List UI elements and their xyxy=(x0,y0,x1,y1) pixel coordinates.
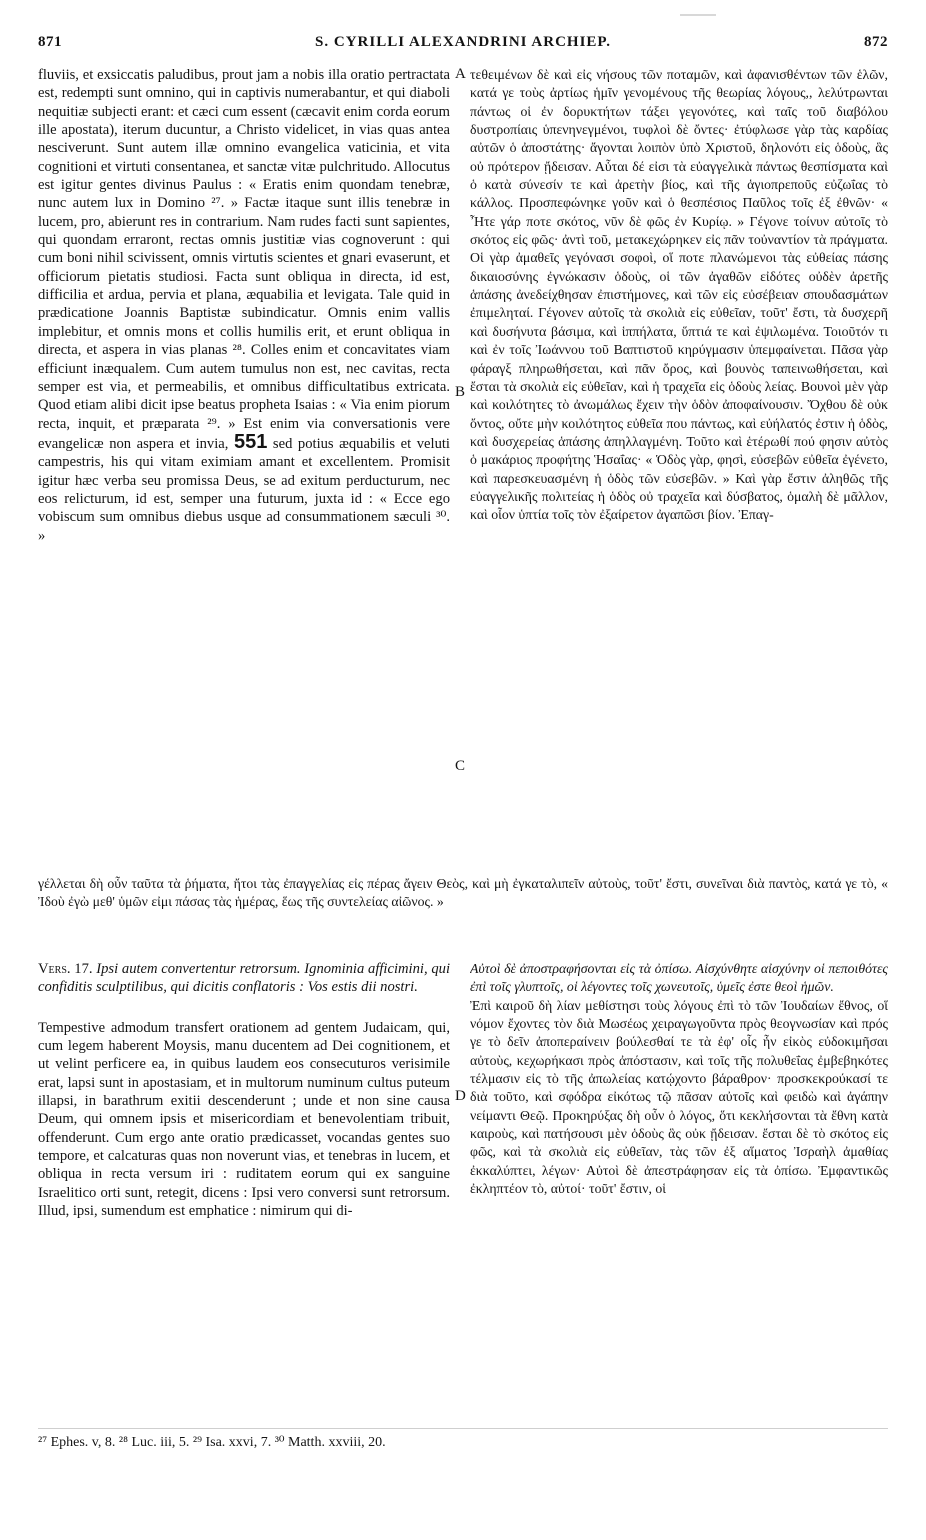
latin-paragraph xyxy=(38,66,450,545)
margin-letter-a: A xyxy=(455,66,466,82)
margin-letter-b: B xyxy=(455,384,466,400)
page-marker: 551 xyxy=(233,430,268,453)
margin-letter-c: C xyxy=(455,758,466,774)
verse-label: Vers. 17. xyxy=(38,961,93,977)
verse-heading-latin xyxy=(38,960,450,997)
greek-column-bottom xyxy=(470,960,888,1420)
greek-full-width-line: γέλλεται δὴ οὖν ταῦτα τὰ ῥήματα, ἤτοι τὰς ἐπαγγελίας εἰς πέρας ἄγειν Θεὸς, καὶ μὴ ἐγκαταλιπεῖν αὐτοὺς, τοῦτ' ἔστι, συνεῖναι διὰ παντὸς, κατά γε τὸ, « Ἰδοὺ ἐγὼ μεθ' ὑμῶν εἰμι πάσας τὰς ἡμέρας, ἕως τῆς συντελείας αἰῶνος. » xyxy=(38,876,888,910)
scan-mark xyxy=(680,14,716,16)
footnote-rule xyxy=(38,1428,888,1429)
latin-column-top xyxy=(38,66,450,872)
latin-column-bottom xyxy=(38,960,450,1420)
running-title: S. CYRILLI ALEXANDRINI ARCHIEP. xyxy=(315,34,611,50)
verse-text-latin: Ipsi autem convertentur retrorsum. Ignominia afficimini, qui confiditis sculptilibus, qui dicitis conflatoris : Vos estis dii nostri. xyxy=(38,961,450,996)
greek-paragraph-2: Ἐπὶ καιροῦ δὴ λίαν μεθίστησι τοὺς λόγους ἐπὶ τὸ τῶν Ἰουδαίων ἔθνος, οἵ νόμον ἔχοντες τὸν διὰ Μωσέως χειραγωγοῦντα πρὸς θεογνωσίαν καὶ πρός γε τὸ δεῖν ἀποπεραίνειν βούλεσθαί τε τὰ ἐφ' οἷς ἦν εἰκὸς εὐδοκιμῆσαι αὐτοὺς, κεχωρήκασι πρὸς ἀπόστασιν, καὶ τοῖς τῆς πολυθεΐας ἐμβεβηκότες τέλμασιν εἰς τὸ τῆς ἀπωλείας κατῴχοντο βάραθρον· προσκεκρούκασί τε διὰ τοῦτο, καὶ σφόδρα εἰκότως τῷ πᾶσαν αὐτοῖς καὶ φειδὼ καὶ ἀγάπην νείμαντι Θεῷ. Προκηρύξας δὴ οὖν ὁ λόγος, ὅτι κεκλήσονται τὰ ἔθνη κατὰ καιροὺς, καὶ πατήσουσι μὲν ὁδοὺς ἃς οὐκ ᾔδεισαν. ἔσται δὲ τὸ σκότος εἰς φῶς, καὶ τὰ σκολιὰ εἰς εὐθεῖαν, τὰς τῶν ἐξ αἵματος Ἰσραὴλ ἀμαθίας ἐκκαλύπτει, λέγων· Αὐτοὶ δὲ ἀπεστράφησαν εἰς τὰ ὀπίσω. Ἐμφαντικῶς ἐκληπτέον τὸ, αὐτοί· τοῦτ' ἔστιν, οἱ xyxy=(470,997,888,1197)
footnotes: ²⁷ Ephes. v, 8. ²⁸ Luc. iii, 5. ²⁹ Isa. xxvi, 7. ³⁰ Matth. xxviii, 20. xyxy=(38,1435,386,1450)
left-page-number: 871 xyxy=(38,34,62,50)
latin-text: fluviis, et exsiccatis paludibus, prout jam a nobis illa oratio pertractata est, redempti sunt omnino, qui in captivis numerabantur, et qui diaboli nequitiæ subjecti erant: et cæci cum essent (cæcavit enim corda eorum ille apostata), iterum ducuntur, a Christo videlicet, in vias quas antea nesciverunt. Sunt autem illæ omnino evangelica vaticinia, et vita cognitioni et virtuti consentanea, et sanctæ vitæ pulchritudo. Allocutus est igitur gentes divinus Paulus : « Eratis enim quondam tenebræ, nunc autem lux in Domino ²⁷. » Factæ itaque sunt illis tenebræ in lucem, pro, abierunt res in contrarium. Nam rudes facti sunt sapientes, qui quondam erraront, rectas omnis justitiæ vias cognoverunt : qui cum boni nihil scivissent, omnis virtutis scientes et gnari evaserunt, et officiorum pietatis studiosi. Facta sunt obliqua in directa, id est, difficilia et ardua, pervia et plana, æquabilia et levigata. Tale quid in prædicatione Joannis Baptistæ subindicatur. Omnis enim vallis implebitur, et omnis mons et collis humilis erit, et erunt obliqua in directa, et aspera in vias planas ²⁸. Colles enim et concavitates viam efficiunt inæqualem. Cum autem tumulus non est, nec cavitas, recta semper est via, et permeabilis, et omnibus difficultatibus extricata. Quod etiam alibi dicit ipse beatus propheta Isaias : « Via enim piorum recta, inquit, et præparata ²⁹. » Est enim via conversationis vere evangelicæ non aspera et invia, xyxy=(38,67,450,452)
verse-heading-greek: Αὐτοὶ δὲ ἀποστραφήσονται εἰς τὰ ὀπίσω. Αἰσχύνθητε αἰσχύνην οἱ πεποιθότες ἐπὶ τοῖς γλυπτοῖς, οἱ λέγοντες τοῖς χωνευτοῖς, ὑμεῖς ἐστε θεοὶ ἡμῶν. xyxy=(470,961,888,995)
latin-paragraph-2: Tempestive admodum transfert orationem ad gentem Judaicam, qui, cum legem haberent Moysis, manu ducentem ad Dei cognitionem, et ut velint perficere ea, in quibus laudem eos consecuturos verisimile erat, lapsi sunt in apostasiam, et in multorum numinum cultus puteum illapsi, in barathrum exitii descenderunt ; unde et non sine causa Deum, qui omnem ipsis et misericordiam et benevolentiam tribuit, offenderunt. Cum ergo ante oratio prædicasset, vocandas gentes suo tempore, et calcaturas quas non noverunt vias, et tenebras in lucem, et obliqua in recta versum iri : ruditatem eorum qui ex sanguine Israelitico orti sunt, retegit, dicens : Ipsi vero conversi sunt retrorsum. Illud, ipsi, sumendum est emphatice : nimirum qui di- xyxy=(38,1019,450,1220)
margin-letter-d: D xyxy=(455,1088,466,1104)
latin-text-continued: sed potius æquabilis et veluti campestris, his qui vitam eximiam amant et excellentem. Promisit igitur hæc verba seu promissa Deus, se ad exitum perducturum, nec eos relicturum, id est, semper una futurum, juxta id : « Ecce ego vobiscum sum omnibus diebus usque ad consummationem sæculi ³⁰. » xyxy=(38,435,450,544)
right-page-number: 872 xyxy=(864,34,888,50)
greek-column-top xyxy=(470,66,888,872)
greek-paragraph: τεθειμένων δὲ καὶ εἰς νήσους τῶν ποταμῶν, καὶ ἀφανισθέντων τῶν ἑλῶν, κατά γε τοὺς ἀρτίως ἡμῖν γενομένους τῆς θεωρίας λόγους,, λελύτρωνται πάντως οἱ ἐν δορυκτήτων τάξει γεγονότες, καὶ ταῖς τοῦ διαβόλου δυστροπίαις ὑπενηνεγμένοι, τυφλοὶ δὲ ὄντες· ἐτύφλωσε γὰρ τὰς καρδίας αὐτῶν ὁ ἀποστάτης· ἄγονται λοιπὸν ὑπὸ Χριστοῦ, δηλονότι εἰς ὁδοὺς, ἃς οὐ πρότερον ᾔδεισαν. Αὗται δέ εἰσι τὰ εὐαγγελικὰ πάντως θεσπίσματα καὶ ὁ κατὰ σύνεσίν τε καὶ ἀρετὴν βίος, καὶ τῆς ἁγιοπρεποῦς εὐζωΐας τὸ κάλλος. Προσπεφώνηκε γοῦν καὶ ὁ θεσπέσιος Παῦλος τοῖς ἐξ ἐθνῶν· « Ἦτε γάρ ποτε σκότος, νῦν δὲ φῶς ἐν Κυρίῳ. » Γέγονε τοίνυν αὐτοῖς τὸ σκότος εἰς φῶς· ἀντὶ τοῦ, μετακεχώρηκεν εἰς πᾶν τοὐναντίον τὰ πράγματα. Οἱ γὰρ ἀμαθεῖς γεγόνασι σοφοὶ, οἵ ποτε πλανώμενοι τὰς εὐθείας πάσης δικαιοσύνης ἐγνώκασιν ὁδοὺς, οἱ τῶν ἀγαθῶν εἰδότες οὐδὲν ἀρετῆς ἁπάσης ἀνεδείχθησαν ἐπιστήμονες, καὶ τῶν εἰς εὐσέβειαν σπουδασμάτων ἐπιμεληταί. Γέγονεν αὐτοῖς τὰ σκολιὰ εἰς εὐθεῖαν, τοῦτ' ἔστι, τὰ δυσχερῆ καὶ δυσήνυτα βάσιμα, καὶ ἱππήλατα, ὕπτιά τε καὶ ἐψιλωμένα. Τοιοῦτόν τι καὶ ἐν τοῖς Ἰωάννου τοῦ Βαπτιστοῦ κηρύγμασιν ὑπεμφαίνεται. Πᾶσα γὰρ φάραγξ πληρωθήσεται, καὶ πᾶν ὄρος, καὶ βουνὸς ταπεινωθήσεται, καὶ ἔσται τὰ σκολιὰ εἰς εὐθεῖαν, καὶ ἡ τραχεῖα εἰς ὁδοὺς λείας. Βουνοὶ μὲν γὰρ καὶ κοιλότητες τὸ ἀνωμάλως ἔχειν τὴν ὁδὸν ἀποφαίνουσιν. Ὄχθου δὲ οὐκ ὄντος, οὔτε μὴν κοιλότητος εὐθεῖα που πάντως, καὶ εὐήλατός ἐστιν ἡ ὁδὸς, καὶ δυσχερείας ἁπάσης ἀπηλλαγμένη. Τοῦτο καὶ ἑτέρωθί πού φησιν αὐτὸς ὁ μακάριος προφήτης Ἡσαΐας· « Ὁδὸς γὰρ, φησὶ, εὐσεβῶν εὐθεῖα ἐγένετο, καὶ παρεσκευασμένη ἡ ὁδὸς τῶν εὐσεβῶν. » Καὶ γὰρ ἔστιν ἀληθῶς τῆς εὐαγγελικῆς πολιτείας ἡ ὁδὸς οὐ τραχεῖα καὶ δύσβατος, ὁμαλὴ δὲ μᾶλλον, καὶ οἷον ὑπτία τοῖς τὸν ἐξαίρετον ἀγαπῶσι βίον. Ἐπαγ- xyxy=(470,67,888,523)
spacer xyxy=(38,997,450,1019)
